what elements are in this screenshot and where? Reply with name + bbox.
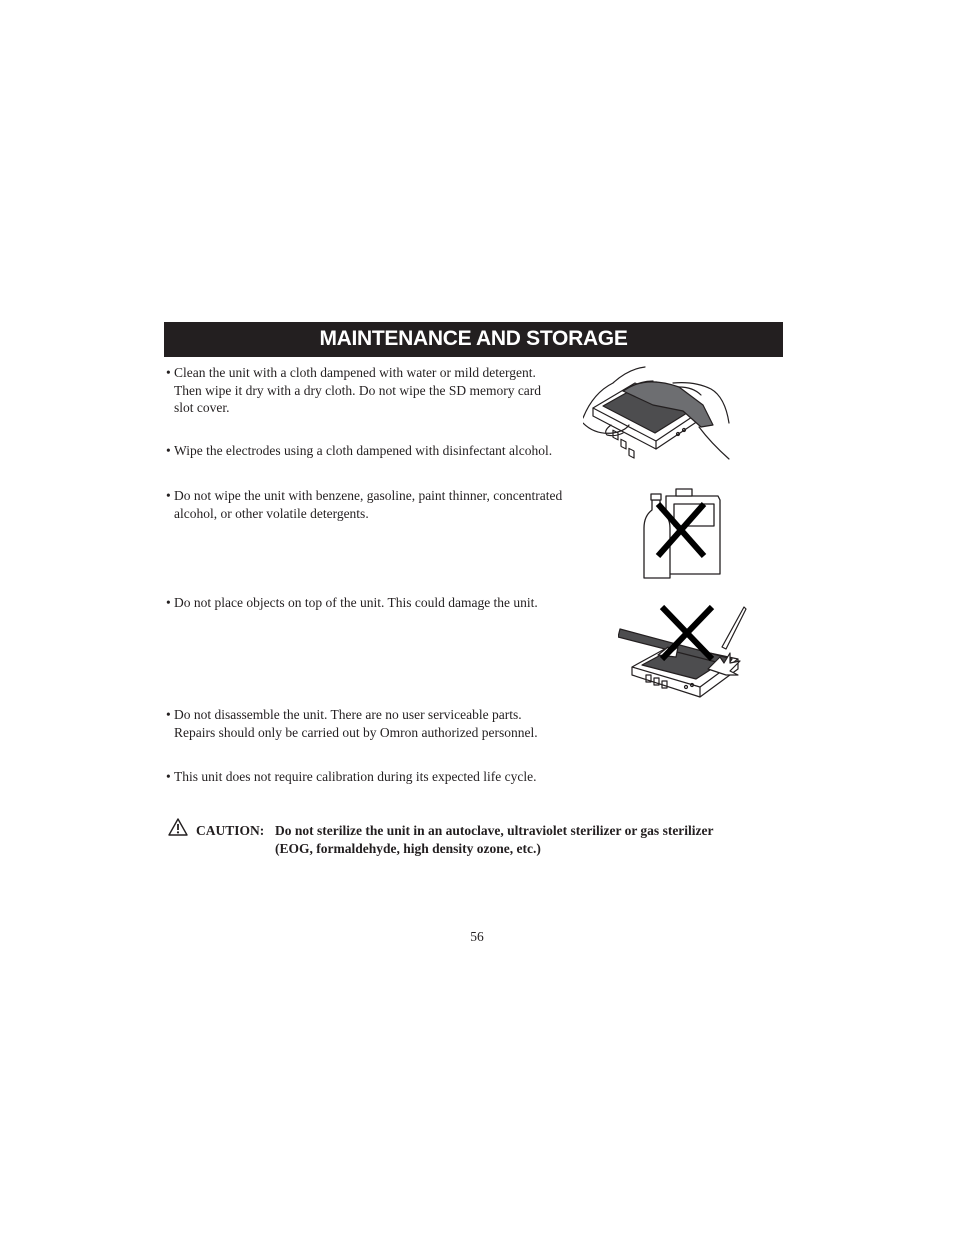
list-item-disassemble — [166, 706, 538, 741]
caution-text: Do not sterilize the unit in an autoclave, ultraviolet sterilizer or gas sterilizer (EOG, formaldehyde, high density ozone, etc.) — [275, 823, 714, 856]
bullet-marker: • — [166, 365, 171, 380]
list-item-electrodes — [166, 442, 552, 460]
warning-triangle-icon — [168, 818, 188, 836]
hands-wiping-unit-icon — [583, 363, 733, 460]
list-item-objects — [166, 594, 538, 612]
page-title: MAINTENANCE AND STORAGE — [319, 327, 628, 350]
bullet-marker: • — [166, 488, 171, 503]
list-item-text: Do not place objects on top of the unit. This could damage the unit. — [174, 595, 538, 610]
list-item-text: This unit does not require calibration during its expected life cycle. — [174, 769, 537, 784]
section-header-bar — [164, 322, 783, 357]
list-item-cleaning — [166, 364, 541, 417]
caution-label: CAUTION: — [196, 823, 265, 838]
no-solvents-icon — [638, 486, 724, 582]
list-item-text: Do not disassemble the unit. There are no user serviceable parts. Repairs should only be carried out by Omron authorized personnel. — [174, 707, 538, 740]
list-item-calibration — [166, 768, 537, 786]
list-item-text: Wipe the electrodes using a cloth dampened with disinfectant alcohol. — [174, 443, 553, 458]
list-item-solvents — [166, 487, 562, 522]
list-item-text: Do not wipe the unit with benzene, gasoline, paint thinner, concentrated alcohol, or other volatile detergents. — [174, 488, 563, 521]
bullet-marker: • — [166, 595, 171, 610]
no-objects-on-unit-icon — [618, 603, 748, 703]
page-number: 56 — [470, 929, 484, 944]
bullet-marker: • — [166, 707, 171, 722]
bullet-marker: • — [166, 769, 171, 784]
bullet-marker: • — [166, 443, 171, 458]
list-item-text: Clean the unit with a cloth dampened with water or mild detergent. Then wipe it dry with a dry cloth. Do not wipe the SD memory card slot cover. — [174, 365, 542, 415]
